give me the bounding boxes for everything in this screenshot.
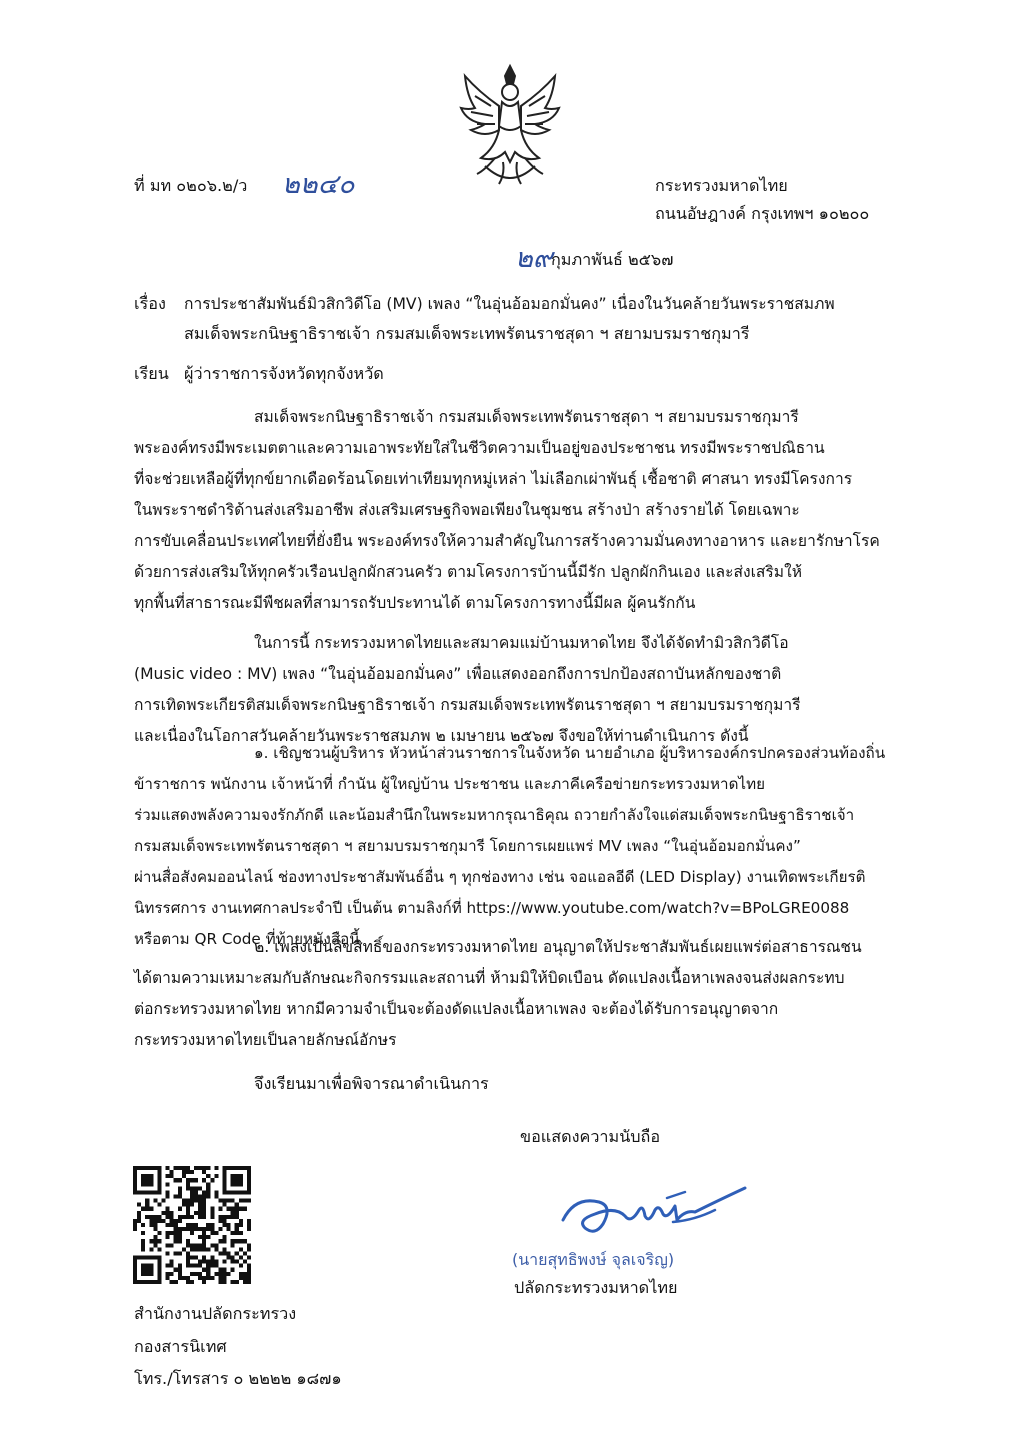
text-line: สมเด็จพระกนิษฐาธิราชเจ้า กรมสมเด็จพระเทพรัตนราชสุดา ฯ สยามบรมราชกุมารี [254,408,799,426]
subject-line-1: การประชาสัมพันธ์มิวสิกวิดีโอ (MV) เพลง “ในอุ่นอ้อมอกมั่นคง” เนื่องในวันคล้ายวันพระราชสมภพ [184,295,835,313]
text-line: กระทรวงมหาดไทยเป็นลายลักษณ์อักษร [134,1031,397,1049]
text-line: ด้วยการส่งเสริมให้ทุกครัวเรือนปลูกผักสวนครัว ตามโครงการบ้านนี้มีรัก ปลูกผักกินเอง และส่งเสริมให้ [134,563,802,581]
text-line: การขับเคลื่อนประเทศไทยที่ยั่งยืน พระองค์ทรงให้ความสำคัญในการสร้างความมั่นคงทางอาหาร และยารักษาโรค [134,532,880,550]
qr-code-icon [133,1166,251,1284]
reference-prefix: ที่ มท ๐๒๐๖.๒/ว [134,176,248,195]
paragraph-2 [134,628,914,752]
text-line: (Music video : MV) เพลง “ในอุ่นอ้อมอกมั่นคง” เพื่อแสดงออกถึงการปกป้องสถาบันหลักของชาติ [134,665,782,683]
text-line: ในการนี้ กระทรวงมหาดไทยและสมาคมแม่บ้านมหาดไทย จึงได้จัดทำมิวสิกวิดีโอ [254,634,789,652]
footer-division: กองสารนิเทศ [134,1337,227,1356]
subject-line-2: สมเด็จพระกนิษฐาธิราชเจ้า กรมสมเด็จพระเทพรัตนราชสุดา ฯ สยามบรมราชกุมารี [184,324,750,343]
footer-phone: โทร./โทรสาร ๐ ๒๒๒๒ ๑๘๗๑ [134,1369,342,1388]
text-line: ได้ตามความเหมาะสมกับลักษณะกิจกรรมและสถานที่ ห้ามมิให้บิดเบือน ดัดแปลงเนื้อหาเพลงจนส่งผลกระทบ [134,969,845,987]
date-day-handwritten: ๒๙ [515,243,553,274]
text-line: ๒. เพลงเป็นลิขสิทธิ์ของกระทรวงมหาดไทย อนุญาตให้ประชาสัมพันธ์เผยแพร่ต่อสาธารณชน [254,938,862,956]
subject-label: เรื่อง [134,294,166,313]
item-2 [134,932,914,1056]
garuda-emblem-icon [455,62,565,190]
text-line: นิทรรศการ งานเทศกาลประจำปี เป็นต้น ตามลิงก์ที่ https://www.youtube.com/watch?v=BPoLGRE0088 [134,899,850,917]
text-line: หรือตาม QR Code ที่ท้ายหนังสือนี้ [134,930,360,948]
text-line: ผ่านสื่อสังคมออนไลน์ ช่องทางประชาสัมพันธ์อื่น ๆ ทุกช่องทาง เช่น จอแอลอีดี (LED Display) งานเทิดพระเกียรติ [134,868,866,886]
text-line: ข้าราชการ พนักงาน เจ้าหน้าที่ กำนัน ผู้ใหญ่บ้าน ประชาชน และภาคีเครือข่ายกระทรวงมหาดไทย [134,775,765,793]
letter-date: กุมภาพันธ์ ๒๕๖๗ [551,250,674,269]
text-line: ต่อกระทรวงมหาดไทย หากมีความจำเป็นจะต้องดัดแปลงเนื้อหาเพลง จะต้องได้รับการอนุญาตจาก [134,1000,779,1018]
reference-handwritten: ๒๒๔๐ [282,169,355,200]
text-line: ทุกพื้นที่สาธารณะมีพืชผลที่สามารถรับประทานได้ ตามโครงการทางนี้มีผล ผู้คนรักกัน [134,594,696,612]
signatory-position: ปลัดกระทรวงมหาดไทย [514,1278,678,1297]
signatory-name: (นายสุทธิพงษ์ จุลเจริญ) [512,1250,675,1269]
text-line: และเนื่องในโอกาสวันคล้ายวันพระราชสมภพ ๒ เมษายน ๒๕๖๗ จึงขอให้ท่านดำเนินการ ดังนี้ [134,727,749,745]
paragraph-1 [134,402,914,619]
text-line: พระองค์ทรงมีพระเมตตาและความเอาพระทัยใส่ในชีวิตความเป็นอยู่ของประชาชน ทรงมีพระราชปณิธาน [134,439,825,457]
text-line: การเทิดพระเกียรติสมเด็จพระกนิษฐาธิราชเจ้า กรมสมเด็จพระเทพรัตนราชสุดา ฯ สยามบรมราชกุมารี [134,696,801,714]
signature-image [555,1176,755,1246]
ministry-address: ถนนอัษฎางค์ กรุงเทพฯ ๑๐๒๐๐ [655,204,870,223]
closing-salutation: ขอแสดงความนับถือ [520,1127,661,1146]
closing-request: จึงเรียนมาเพื่อพิจารณาดำเนินการ [254,1074,489,1093]
ministry-name: กระทรวงมหาดไทย [655,176,788,195]
footer-office: สำนักงานปลัดกระทรวง [134,1304,297,1323]
text-line: กรมสมเด็จพระเทพรัตนราชสุดา ฯ สยามบรมราชกุมารี โดยการเผยแพร่ MV เพลง “ในอุ่นอ้อมอกมั่นคง” [134,837,801,855]
addressee-text: ผู้ว่าราชการจังหวัดทุกจังหวัด [184,364,384,383]
reference-number [134,172,247,200]
text-line: ร่วมแสดงพลังความจงรักภักดี และน้อมสำนึกในพระมหากรุณาธิคุณ ถวายกำลังใจแด่สมเด็จพระกนิษฐาธิราชเจ้า [134,806,855,824]
text-line: ที่จะช่วยเหลือผู้ที่ทุกข์ยากเดือดร้อนโดยเท่าเทียมทุกหมู่เหล่า ไม่เลือกเผ่าพันธุ์ เชื้อชาติ ศาสนา ทรงมีโครงการ [134,470,853,488]
item-1 [134,738,914,955]
text-line: ในพระราชดำริด้านส่งเสริมอาชีพ ส่งเสริมเศรษฐกิจพอเพียงในชุมชน สร้างป่า สร้างรายได้ โดยเฉพาะ [134,501,800,519]
addressee-label: เรียน [134,364,169,383]
text-line: ๑. เชิญชวนผู้บริหาร หัวหน้าส่วนราชการในจังหวัด นายอำเภอ ผู้บริหารองค์กรปกครองส่วนท้องถิ่น [254,744,886,762]
